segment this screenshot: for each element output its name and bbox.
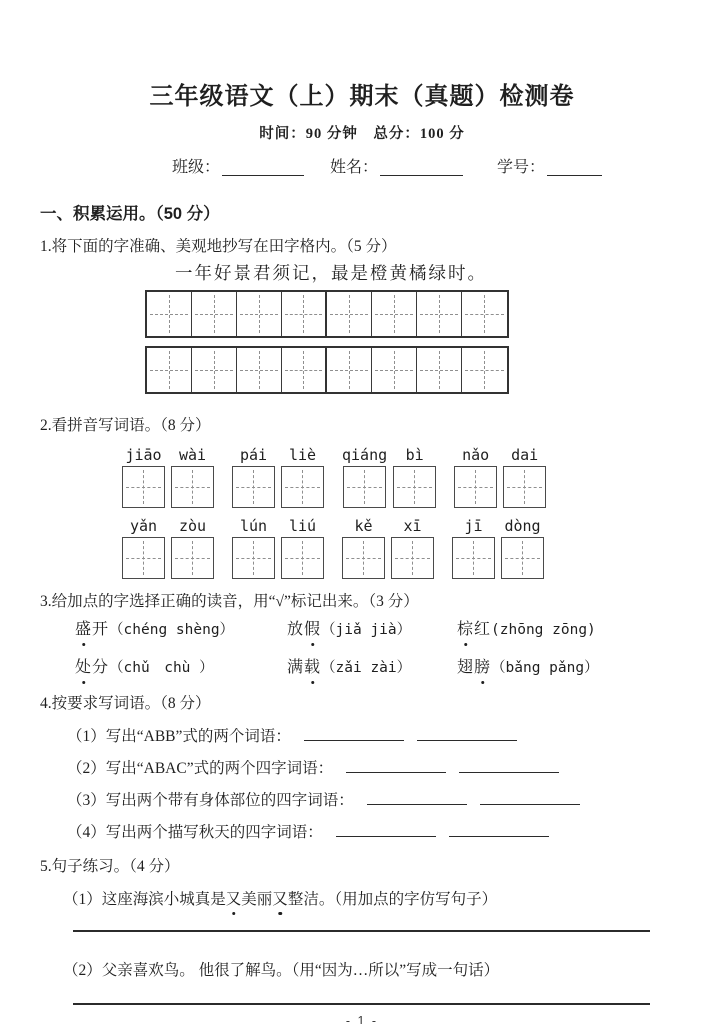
pinyin-rows <box>40 446 684 579</box>
q4-item <box>67 822 684 843</box>
pinyin-row <box>122 446 684 508</box>
tian-cell <box>372 292 417 336</box>
pinyin-word-group <box>454 446 546 508</box>
answer-blank <box>304 728 404 741</box>
tian-cell <box>282 292 327 336</box>
student-id-label: 学号： <box>497 159 546 176</box>
pinyin-write-box <box>501 537 544 579</box>
q4-label: （4）写出两个描写秋天的四字词语： <box>67 824 323 841</box>
pinyin-label: kě <box>354 517 373 535</box>
q5-item-2 <box>63 960 684 982</box>
pinyin-label: nǎo <box>462 446 490 464</box>
q4-label: （1）写出“ABB”式的两个词语： <box>67 728 291 745</box>
char: 红 <box>474 621 492 638</box>
q3-item <box>287 656 457 680</box>
char: 放 <box>287 621 305 638</box>
pinyin-label: xī <box>403 517 422 535</box>
char: 开 <box>92 621 110 638</box>
q3-word <box>457 659 491 676</box>
answer-blank <box>480 792 580 805</box>
pinyin-label: dòng <box>504 517 541 535</box>
tian-cell <box>462 292 507 336</box>
tian-grid-row <box>145 290 509 338</box>
pinyin-write-box <box>122 537 165 579</box>
q3-pinyin-options: （chéng shèng） <box>109 622 235 638</box>
student-id-blank <box>547 162 602 176</box>
q3-item <box>457 656 599 680</box>
q4-label: （2）写出“ABAC”式的两个四字词语： <box>67 760 334 777</box>
tian-cell <box>417 348 462 392</box>
q2-text: 2.看拼音写词语。（8 分） <box>40 417 211 434</box>
q1-copy-sentence: 一年好景君须记，最是橙黄橘绿时。 <box>175 263 487 283</box>
pinyin-write-box <box>393 466 436 508</box>
pinyin-syllable-column <box>391 517 434 579</box>
pinyin-write-box <box>452 537 495 579</box>
pinyin-write-box <box>391 537 434 579</box>
sentence-text: （1）这座海滨小城真是 <box>63 891 226 908</box>
name-label: 姓名： <box>330 159 379 176</box>
tian-cell <box>282 348 327 392</box>
pinyin-word-group <box>122 446 214 508</box>
pinyin-word-group <box>232 446 324 508</box>
pinyin-label: liè <box>288 446 317 464</box>
sentence-text: 整洁。（用加点的字仿写句子） <box>287 891 498 908</box>
pinyin-label: dai <box>511 446 539 464</box>
tian-grid <box>145 290 684 394</box>
q3-pinyin-options: （bǎng pǎng） <box>491 660 599 676</box>
pinyin-word-group <box>452 517 544 579</box>
tian-cell <box>147 348 192 392</box>
pinyin-syllable-column <box>232 446 275 508</box>
pinyin-write-box <box>342 537 385 579</box>
pinyin-syllable-column <box>452 517 495 579</box>
student-info-row <box>172 157 684 179</box>
pinyin-label: qiáng <box>342 446 388 464</box>
q3-text: 3.给加点的字选择正确的读音，用“√”标记出来。（3 分） <box>40 593 419 610</box>
section-1-heading: 一、积累运用。（50 分） <box>40 205 220 223</box>
pinyin-syllable-column <box>232 517 275 579</box>
tian-cell <box>417 292 462 336</box>
tian-cell <box>372 348 417 392</box>
pinyin-syllable-column <box>342 517 385 579</box>
tian-cell <box>192 348 237 392</box>
q3-item <box>75 618 287 642</box>
pinyin-label: jī <box>464 517 483 535</box>
q3-word <box>287 659 321 676</box>
name-blank <box>380 162 463 176</box>
q3-item <box>457 618 596 642</box>
q3-pinyin-options: （zǎi zài） <box>321 660 412 676</box>
page-title: 三年级语文（上）期末（真题）检测卷 <box>149 83 575 110</box>
tian-cell <box>192 292 237 336</box>
q5-item-1 <box>63 889 684 911</box>
pinyin-write-box <box>232 537 275 579</box>
q3-item <box>75 656 287 680</box>
q4-item <box>67 726 684 747</box>
pinyin-label: bì <box>405 446 424 464</box>
answer-blank <box>417 728 517 741</box>
pinyin-word-group <box>122 517 214 579</box>
q1-text: 1.将下面的字准确、美观地抄写在田字格内。（5 分） <box>40 238 397 255</box>
pinyin-write-box <box>503 466 546 508</box>
tian-cell <box>327 292 372 336</box>
q5-text: 5.句子练习。（4 分） <box>40 858 180 875</box>
dotted-char: 假 <box>304 618 321 642</box>
q3-pinyin-options: （jiǎ jià） <box>321 622 412 638</box>
answer-blank <box>449 824 549 837</box>
pinyin-syllable-column <box>342 446 387 508</box>
dotted-char: 膀 <box>474 656 491 680</box>
dotted-char: 盛 <box>75 618 92 642</box>
pinyin-write-box <box>281 537 324 579</box>
pinyin-row <box>122 517 684 579</box>
pinyin-syllable-column <box>454 446 497 508</box>
q3-word <box>75 659 109 676</box>
pinyin-write-box <box>281 466 324 508</box>
pinyin-label: pái <box>239 446 268 464</box>
pinyin-syllable-column <box>122 517 165 579</box>
char: 翅 <box>457 659 475 676</box>
dotted-char: 又 <box>272 889 288 911</box>
q5-answer-line-1 <box>73 930 650 932</box>
pinyin-label: jiāo <box>125 446 162 464</box>
q4-item <box>67 758 684 779</box>
pinyin-syllable-column <box>122 446 165 508</box>
char: 分 <box>92 659 110 676</box>
class-blank <box>222 162 304 176</box>
tian-cell <box>147 292 192 336</box>
pinyin-syllable-column <box>281 446 324 508</box>
pinyin-label: zòu <box>178 517 207 535</box>
q4-text: 4.按要求写词语。（8 分） <box>40 695 211 712</box>
answer-blank <box>346 760 446 773</box>
answer-blank <box>336 824 436 837</box>
q4-items <box>40 726 684 843</box>
pinyin-word-group <box>342 446 436 508</box>
dotted-char: 处 <box>75 656 92 680</box>
tian-cell <box>237 348 282 392</box>
dotted-char: 棕 <box>457 618 474 642</box>
class-label: 班级： <box>172 159 221 176</box>
pinyin-write-box <box>171 537 214 579</box>
tian-cell <box>327 348 372 392</box>
pinyin-word-group <box>232 517 324 579</box>
q3-row <box>75 656 684 680</box>
pinyin-syllable-column <box>171 446 214 508</box>
exam-meta: 时间：90 分钟 总分：100 分 <box>259 126 465 142</box>
pinyin-label: wài <box>178 446 207 464</box>
pinyin-write-box <box>232 466 275 508</box>
q3-word <box>287 621 321 638</box>
pinyin-write-box <box>122 466 165 508</box>
q3-rows <box>40 618 684 680</box>
sentence-text: 美丽 <box>241 891 273 908</box>
q3-word <box>75 621 109 638</box>
q3-pinyin-options: (zhōng zōng) <box>491 622 596 638</box>
pinyin-syllable-column <box>171 517 214 579</box>
q5-answer-line-2 <box>73 1003 650 1005</box>
q4-label: （3）写出两个带有身体部位的四字词语： <box>67 792 354 809</box>
pinyin-label: liú <box>288 517 317 535</box>
pinyin-write-box <box>343 466 386 508</box>
pinyin-syllable-column <box>503 446 546 508</box>
dotted-char: 载 <box>304 656 321 680</box>
q4-item <box>67 790 684 811</box>
answer-blank <box>367 792 467 805</box>
char: 满 <box>287 659 305 676</box>
pinyin-label: yǎn <box>129 517 158 535</box>
pinyin-syllable-column <box>281 517 324 579</box>
pinyin-write-box <box>454 466 497 508</box>
pinyin-word-group <box>342 517 434 579</box>
sentence-text: （2）父亲喜欢鸟。 他很了解鸟。（用“因为…所以”写成一句话） <box>63 962 500 979</box>
tian-cell <box>237 292 282 336</box>
pinyin-write-box <box>171 466 214 508</box>
tian-grid-row <box>145 346 509 394</box>
tian-cell <box>462 348 507 392</box>
pinyin-syllable-column <box>393 446 436 508</box>
q3-item <box>287 618 457 642</box>
q3-pinyin-options: （chǔ chù ） <box>109 660 214 676</box>
pinyin-label: lún <box>239 517 268 535</box>
q3-word <box>457 621 491 638</box>
pinyin-syllable-column <box>501 517 544 579</box>
dotted-char: 又 <box>226 889 242 911</box>
page-number: - 1 - <box>345 1014 379 1024</box>
q3-row <box>75 618 684 642</box>
answer-blank <box>459 760 559 773</box>
